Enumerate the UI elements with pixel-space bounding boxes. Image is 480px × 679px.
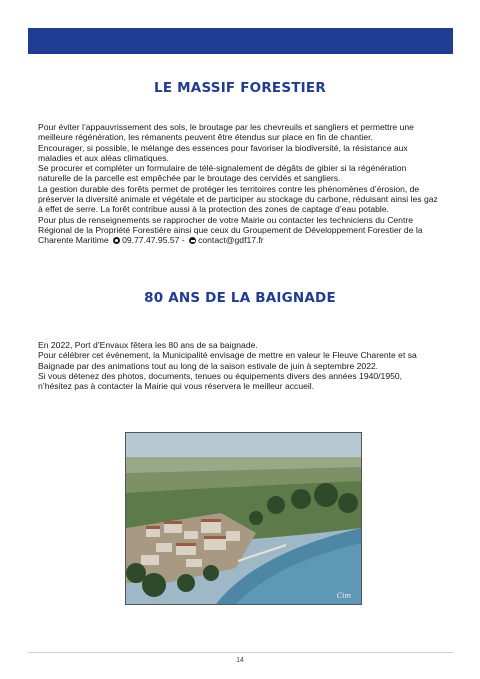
header-band — [28, 28, 453, 54]
text-line: à effet de serre. La forêt contribue aussi à la protection des zones de captage d’eau potable. — [38, 204, 389, 215]
text-line: naturelle de la parcelle est empêchée par le broutage des cervidés et sangliers. — [38, 173, 341, 184]
text-line: n’hésitez pas à contacter la Mairie qui vous réservera le meilleur accueil. — [38, 381, 315, 392]
baignade-text — [38, 340, 448, 391]
phone-icon — [113, 237, 120, 244]
text-line: Baignade par des animations tout au long de la saison estivale de juin à septembre 2022. — [38, 360, 379, 371]
email-link[interactable]: contact@gdf17.fr — [198, 235, 264, 246]
text-line: La gestion durable des forêts permet de protéger les territoires contre les phénomènes d’érosion, de — [38, 183, 420, 194]
phone-number[interactable]: 09.77.47.95.57 - — [122, 235, 185, 246]
text-line: Pour célébrer cet évènement, la Municipalité envisage de mettre en valeur le Fleuve Charente et sa — [38, 350, 417, 361]
text-line: maladies et aux aléas climatiques. — [38, 152, 169, 163]
email-icon — [189, 237, 196, 244]
page-number: 14 — [236, 657, 244, 664]
section-title-baignade: 80 ANS DE LA BAIGNADE — [144, 290, 336, 306]
contact-prefix: Charente Maritime — [38, 235, 109, 246]
section-title-massif-forestier: LE MASSIF FORESTIER — [154, 80, 326, 96]
text-line: Se procurer et compléter un formulaire de télé-signalement de dégâts de gibier si la régénération — [38, 163, 407, 174]
text-line: Si vous détenez des photos, documents, tenues ou équipements divers des années 1940/1950, — [38, 370, 403, 381]
photo-signature: Cim — [336, 592, 351, 600]
text-line: En 2022, Port d’Envaux fêtera les 80 ans de sa baignade. — [38, 340, 258, 350]
text-line: préserver la diversité animale et végétale et de participer au stockage du carbone, réduisant ainsi les gaz — [38, 194, 438, 205]
text-line: meilleure régénération, les rémanents peuvent être étendus sur place en fin de chantier. — [38, 132, 373, 143]
text-line: Régional de la Propriété Forestière ainsi que ceux du Groupement de Développement Forestier de la — [38, 224, 423, 235]
contact-line — [38, 235, 448, 245]
text-line: Pour plus de renseignements se rapprocher de votre Mairie ou contacter les techniciens du Centre — [38, 214, 413, 225]
massif-forestier-text — [38, 122, 448, 246]
footer-divider — [28, 652, 453, 653]
text-line: Pour éviter l’appauvrissement des sols, le broutage par les chevreuils et sangliers et permettre une — [38, 122, 414, 132]
aerial-photo-illustration — [126, 433, 361, 604]
aerial-photo-port-d-envaux — [125, 432, 362, 605]
text-line: Encourager, si possible, le mélange des essences pour favoriser la biodiversité, la résistance aux — [38, 142, 408, 153]
